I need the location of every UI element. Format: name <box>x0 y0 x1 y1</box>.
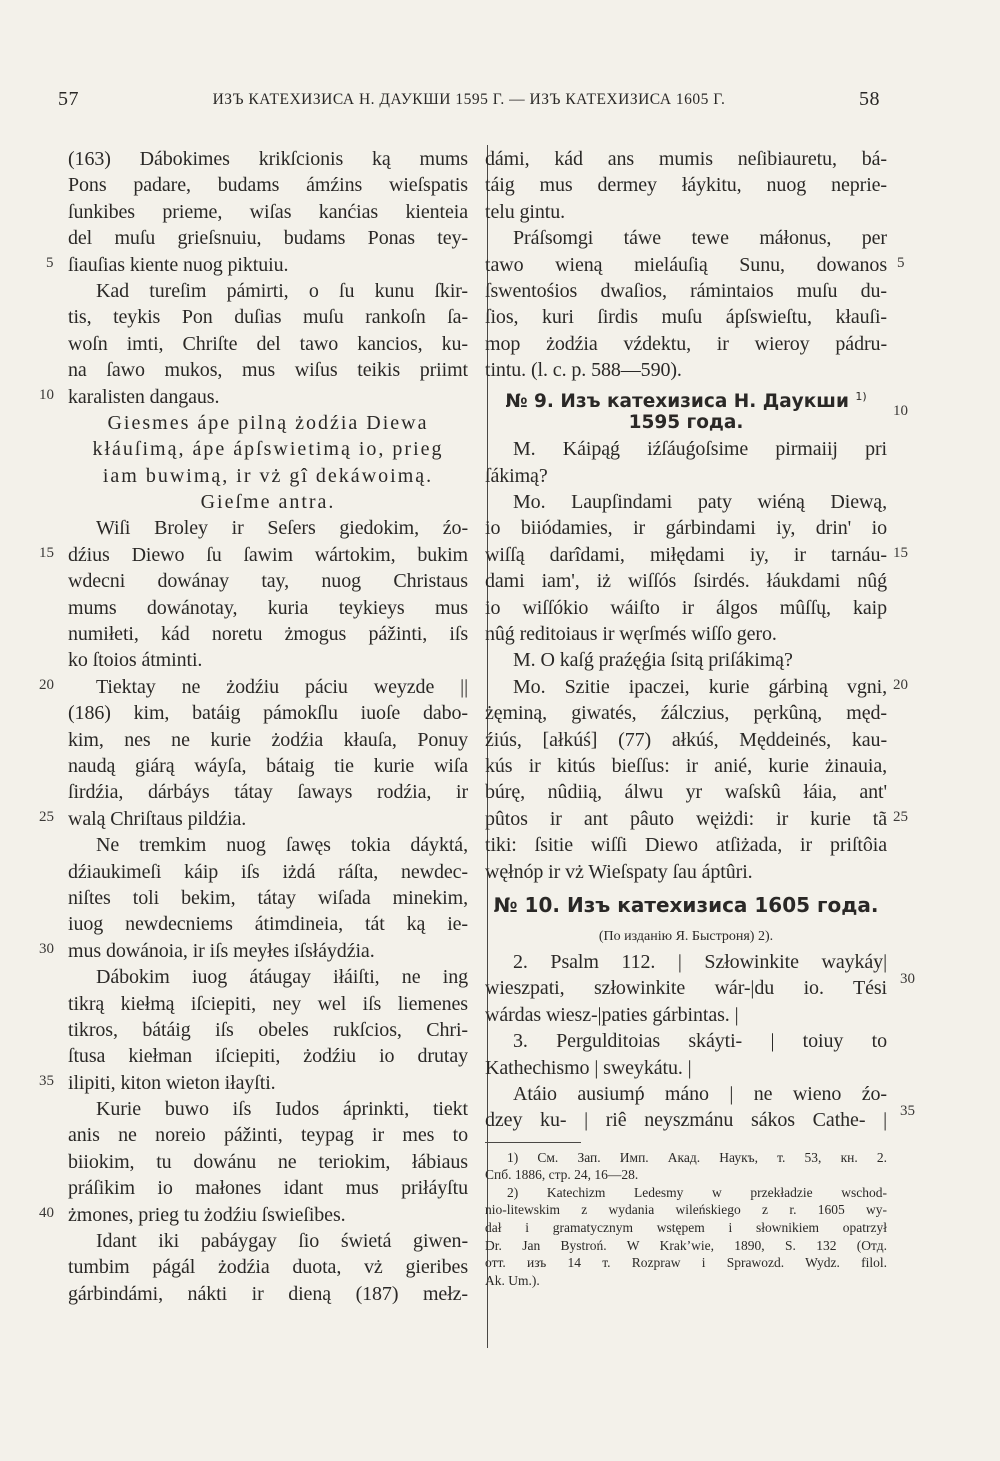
text-line: telu gintu. <box>485 200 566 223</box>
section-heading-9-text: № 9. Изъ катехизиса Н. Даукши <box>505 390 849 412</box>
text-line: 3. Pergulditoias skáyti- | toiuy to <box>513 1030 887 1053</box>
text-line: żęminą, giwatés, źálczius, pęrkûną, męd- <box>485 702 887 725</box>
line-number: 25 <box>893 809 908 825</box>
text-line: ilipiti, kiton wieton iłayſti. <box>68 1071 276 1094</box>
text-line: Idant iki pabáygay ſio świetá giwen- <box>96 1230 468 1253</box>
line-number: 30 <box>39 941 54 957</box>
line-number: 35 <box>39 1073 54 1089</box>
text-line: nûǵ reditoiaus ir węrſmés wiſſo gero. <box>485 623 777 646</box>
text-line: io biiódamies, ir gárbindami iy, drin' io <box>485 517 887 540</box>
text-line: ſunkibes prieme, wiſas kanćias kienteia <box>68 200 468 223</box>
text-line: mums dowánotay, kuria teykieys mus <box>68 596 468 619</box>
text-line: Mo. Szitie ipaczei, kurie gárbiną vgni, <box>513 675 887 698</box>
footnote-line: Dr. Jan Bystroń. W Krak’wie, 1890, S. 132 (Отд. <box>485 1237 887 1253</box>
line-number: 20 <box>39 677 54 693</box>
text-line: 2. Psalm 112. | Szłowinkite waykáy| <box>513 950 887 973</box>
footnote-ref: 1) <box>855 389 867 403</box>
text-line: niſtes toli bekim, tátay wiſada minekim, <box>68 886 468 909</box>
text-line: Mo. Laupſindami paty wiéną Diewą, <box>513 491 887 514</box>
text-line: Dábokim iuog átáugay iłáiſti, ne ing <box>96 966 468 989</box>
text-line: ko ſtoios átminti. <box>68 649 203 672</box>
text-line: tintu. (l. c. p. 588—590). <box>485 359 682 382</box>
text-line: na ſawo mukos, mus wiſus teikis priimt <box>68 359 468 382</box>
footnote-line: dał i gramatycznym wstępem i słownikiem opatrzył <box>485 1220 887 1236</box>
text-line: M. Káipąǵ iźſáuǵoſsime pirmaiij pri <box>513 438 887 461</box>
text-line: Tiektay ne żodźiu páciu weyzde || <box>96 675 468 698</box>
text-line: táig mus dermey łáykitu, nuog neprie- <box>485 174 887 197</box>
line-number: 5 <box>897 255 905 271</box>
footnote-line: 1) См. Зап. Имп. Акад. Наукъ, т. 53, кн. 2. <box>507 1149 887 1165</box>
text-line: Pons padare, budams ámźins wieſspatis <box>68 174 468 197</box>
text-line: tis, teykis Pon duſias muſu rankoſn ſa- <box>68 306 468 329</box>
text-line: walą Chriſtaus pildźia. <box>68 807 247 830</box>
text-line: dźius Diewo ſu ſawim wártokim, bukim <box>68 543 468 566</box>
text-line: ſtusa kiełman iſciepiti, żodźiu io drutay <box>68 1045 468 1068</box>
text-line: dzey ku- | riê neyszmánu sákos Cathe- | <box>485 1109 887 1132</box>
footnote-line: Спб. 1886, стр. 24, 16—28. <box>485 1167 639 1183</box>
text-line: Kurie buwo iſs Iudos áprinkti, tiekt <box>96 1098 468 1121</box>
line-number: 25 <box>39 809 54 825</box>
text-line: tawo wieną mieláuſią Sunu, dowanos <box>485 253 887 276</box>
text-line: biiokim, tu dowánu ne teriokim, łábiaus <box>68 1150 468 1173</box>
section-heading-10: № 10. Изъ катехизиса 1605 года. <box>493 892 879 917</box>
text-line: dami iam', iż wiſſós ſsirdés. łáukdami nûǵ <box>485 570 887 593</box>
text-line: Kathechismo | sweykátu. | <box>485 1056 692 1079</box>
text-line: dźiaukimeſi káip iſs iżdá ráſta, newdec- <box>68 860 468 883</box>
text-line: del muſu grieſsnuiu, budams Ponas tey- <box>68 227 468 250</box>
text-line: ſios, kuri ſirdis muſu ápſswieſtu, kłauſi- <box>485 306 887 329</box>
footnote-line: 2) Katechizm Ledesmy w przekładzie wschod- <box>507 1184 887 1200</box>
text-line: wdecni dowánay tay, nuog Christaus <box>68 570 468 593</box>
text-line: karalisten dangaus. <box>68 385 220 408</box>
section-subheading-10: (По изданію Я. Быстроня) 2). <box>598 928 774 944</box>
text-line: woſn imti, Chriſte del tawo kancios, ku- <box>68 332 468 355</box>
text-line: io wiſſókio wáiſto ir álgos mûſſų, kaip <box>485 596 887 619</box>
line-number: 20 <box>893 677 908 693</box>
text-line: kim, nes ne kurie żodźia kłauſa, Ponuy <box>68 728 468 751</box>
text-line: Wiſi Broley ir Seſers giedokim, źo- <box>96 517 468 540</box>
text-line: (163) Dábokimes krikſcionis ką mums <box>68 148 468 170</box>
left-column <box>68 146 468 1307</box>
text-line: (186) kim, batáig pámokſlu iuoſe dabo- <box>68 702 468 725</box>
text-line: Ne tremkim nuog ſawęs tokia dáyktá, <box>96 834 468 857</box>
text-line: tikrą kiełmą iſciepiti, ney wel iſs liemenes <box>68 992 468 1015</box>
text-line: Práſsomgi táwe tewe máłonus, per <box>513 227 887 250</box>
text-line: M. O kaſǵ praźęǵia ſsitą priſákimą? <box>513 649 793 672</box>
right-column <box>485 146 887 1289</box>
line-number: 15 <box>39 545 54 561</box>
text-line: Kad tureſim pámirti, o ſu kunu ſkir- <box>96 279 468 302</box>
text-line: ſirdźia, dárbáys tátay ſaways rodźia, ir <box>68 781 468 804</box>
line-number: 10 <box>893 403 908 419</box>
text-line: dámi, kád ans mumis neſibiauretu, bá- <box>485 148 887 170</box>
page-number-right: 58 <box>859 88 880 110</box>
running-header <box>58 88 880 114</box>
song-title-line: kłáuſimą, ápe ápſswietimą io, prieg <box>92 438 444 461</box>
text-line: Atáio ausiumṕ máno | ne wieno źo- <box>513 1082 887 1105</box>
section-heading-9 <box>485 384 887 410</box>
running-title: ИЗЪ КАТЕХИЗИСА Н. ДАУКШИ 1595 Г. — ИЗЪ КАТЕХИЗИСА 1605 Г. <box>212 91 726 108</box>
text-line: anis ne noreio pážinti, teypag ir mes to <box>68 1124 468 1147</box>
text-line: mop żodźia vźdektu, ir wieroy pádru- <box>485 332 887 355</box>
text-line: żmones, prieg tu żodźiu ſswieſibes. <box>68 1203 346 1226</box>
text-line: ſiauſias kiente nuog piktuiu. <box>68 253 289 276</box>
line-number: 5 <box>46 255 54 271</box>
song-title-line: Giesmes ápe pilną żodźia Diewa <box>107 411 429 434</box>
text-line: gárbindámi, nákti ir dieną (187) mełz- <box>68 1282 468 1305</box>
text-line: búrę, nûdiią, álwu yr waſskû łáia, ant' <box>485 781 887 804</box>
footnote-rule <box>485 1142 581 1143</box>
text-line: wárdas wiesz-|paties gárbintas. | <box>485 1003 739 1026</box>
text-line: naudą giárą wáyſa, bátaig tie kurie wiſa <box>68 754 468 777</box>
text-line: numiłeti, kád noretu żmogus pážinti, iſs <box>68 623 468 646</box>
text-line: pûtos ir ant pâuto węiżdi: ir kurie tã <box>485 807 887 830</box>
text-line: wieszpati, szłowinkite wár-|du io. Tési <box>485 977 887 1000</box>
song-subtitle: Gieſme antra. <box>200 491 336 514</box>
song-title-line: iam buwimą, ir vż gî dekáwoimą. <box>102 464 434 487</box>
text-line: tikros, bátáig iſs obeles rukſcios, Chri- <box>68 1018 468 1041</box>
footnote-line: nio-litewskim z wydania wileńskiego z r. 1605 wy- <box>485 1202 887 1218</box>
text-line: práſikim io małones idant mus priłáyſtu <box>68 1177 468 1200</box>
text-line: węłnóp ir vż Wieſspaty ſau áptûri. <box>485 860 753 883</box>
text-line: źiús, [ałkúś] (77) ałkúś, Męddeinés, kau- <box>485 728 887 751</box>
text-line: kús ir kitús bieſſus: ir anié, kurie żinauia, <box>485 754 887 777</box>
line-number: 40 <box>39 1205 54 1221</box>
text-line: mus dowánoia, ir iſs meyłes iſsłáydźia. <box>68 939 375 962</box>
text-line: ſswentośios dwaſios, rámintaios muſu du- <box>485 279 887 302</box>
text-line: iuog newdecniems átimdineia, tát ką ie- <box>68 913 468 936</box>
page-number-left: 57 <box>58 88 79 110</box>
footnote-line: отт. изъ 14 т. Rozpraw i Sprawozd. Wydz. filol. <box>485 1255 887 1271</box>
line-number: 10 <box>39 387 54 403</box>
line-number: 35 <box>900 1103 915 1119</box>
section-heading-9-year: 1595 года. <box>628 411 744 433</box>
line-number: 15 <box>893 545 908 561</box>
text-line: tumbim págál żodźia duota, vż gieribes <box>68 1256 468 1279</box>
text-line: wiſſą darîdami, miłędami iy, ir tarnáu- <box>485 543 887 566</box>
line-number: 30 <box>900 971 915 987</box>
text-line: ſákimą? <box>485 464 548 487</box>
footnote-line: Ak. Um.). <box>485 1272 540 1288</box>
text-line: tiki: ſsitie wiſſi Diewo atſiżada, ir priſtôia <box>485 834 887 857</box>
